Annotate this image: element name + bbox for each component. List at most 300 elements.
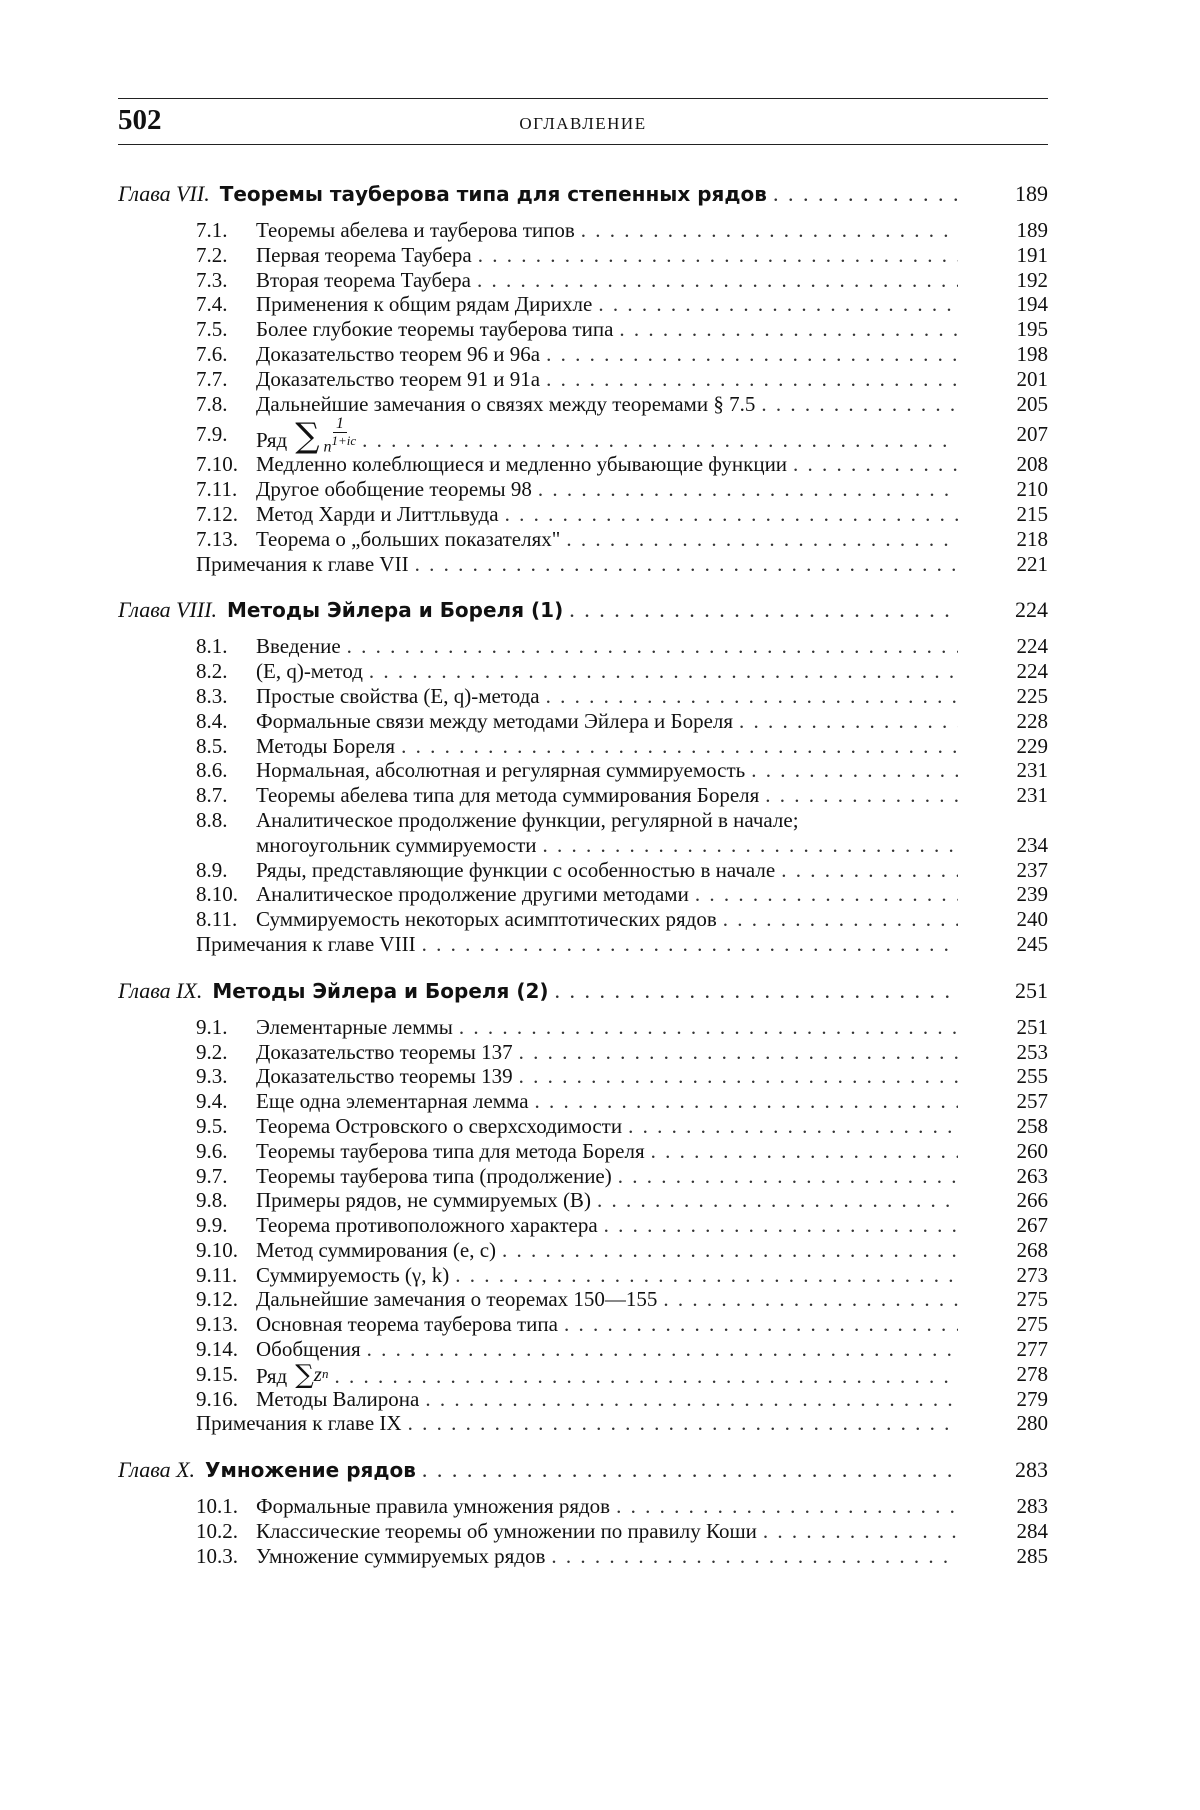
section-number: 8.5. bbox=[196, 733, 228, 758]
section-page-number: 195 bbox=[1016, 317, 1048, 342]
chapter-block bbox=[118, 180, 1048, 576]
section-page-number: 284 bbox=[1016, 1519, 1048, 1544]
section-title-area bbox=[256, 659, 958, 684]
chapter-block bbox=[118, 1456, 1048, 1568]
table-of-contents bbox=[118, 180, 1048, 1589]
chapter-page-number: 251 bbox=[1015, 977, 1048, 1003]
section-page-number: 215 bbox=[1016, 501, 1048, 526]
notes-page-number: 245 bbox=[1016, 931, 1048, 956]
chapter-label: Глава VIII. bbox=[118, 597, 218, 623]
section-title: Теорема противоположного характера bbox=[256, 1213, 598, 1238]
section-title-area bbox=[256, 907, 958, 932]
chapter-block bbox=[118, 596, 1048, 956]
chapter-title-area bbox=[118, 596, 958, 624]
section-number: 7.13. bbox=[196, 526, 238, 551]
section-page-number: 229 bbox=[1016, 733, 1048, 758]
section-page-number: 268 bbox=[1016, 1237, 1048, 1262]
section-title: Суммируемость (γ, k) bbox=[256, 1262, 450, 1287]
denominator-base: n bbox=[323, 438, 332, 456]
section-number: 9.4. bbox=[196, 1089, 228, 1114]
section-number: 9.15. bbox=[196, 1361, 238, 1386]
section-page-number: 239 bbox=[1016, 882, 1048, 907]
section-number: 7.8. bbox=[196, 391, 228, 416]
toc-entry[interactable] bbox=[118, 342, 1048, 367]
section-page-number: 240 bbox=[1016, 907, 1048, 932]
section-page-number: 201 bbox=[1016, 366, 1048, 391]
dot-leader bbox=[619, 317, 958, 342]
section-page-number: 258 bbox=[1016, 1113, 1048, 1138]
dot-leader bbox=[761, 392, 958, 417]
section-title: Ряд bbox=[256, 1363, 288, 1388]
chapter-page-number: 283 bbox=[1015, 1457, 1048, 1483]
section-title-area bbox=[256, 684, 958, 709]
section-number: 7.5. bbox=[196, 317, 228, 342]
section-title: Применения к общим рядам Дирихле bbox=[256, 292, 593, 317]
dot-leader bbox=[408, 1411, 958, 1436]
section-title: Методы Валирона bbox=[256, 1386, 420, 1411]
toc-entry[interactable] bbox=[118, 268, 1048, 293]
section-number: 9.3. bbox=[196, 1064, 228, 1089]
chapter-block bbox=[118, 977, 1048, 1437]
chapter-title: Умножение рядов bbox=[205, 1458, 416, 1483]
section-number: 7.6. bbox=[196, 341, 228, 366]
toc-entry[interactable] bbox=[118, 416, 1048, 457]
section-number: 9.8. bbox=[196, 1188, 228, 1213]
section-page-number: 218 bbox=[1016, 526, 1048, 551]
chapter-title: Методы Эйлера и Бореля (2) bbox=[212, 978, 549, 1003]
toc-entry[interactable] bbox=[118, 1188, 1048, 1213]
series-term-exponent: n bbox=[321, 1366, 329, 1382]
dot-leader bbox=[478, 243, 958, 268]
section-number: 10.3. bbox=[196, 1543, 238, 1568]
section-title: Доказательство теорем 91 и 91а bbox=[256, 366, 541, 391]
section-page-number: 285 bbox=[1016, 1543, 1048, 1568]
toc-entry[interactable] bbox=[118, 634, 1048, 659]
section-page-number: 231 bbox=[1016, 783, 1048, 808]
section-title: Обобщения bbox=[256, 1337, 361, 1362]
section-page-number: 275 bbox=[1016, 1312, 1048, 1337]
section-title: Классические теоремы об умножении по правилу Коши bbox=[256, 1519, 757, 1544]
section-number: 8.11. bbox=[196, 907, 238, 932]
dot-leader bbox=[425, 1387, 958, 1412]
notes-page-number: 221 bbox=[1016, 551, 1048, 576]
toc-entry[interactable] bbox=[118, 659, 1048, 684]
section-title-area bbox=[256, 833, 958, 858]
section-number: 9.12. bbox=[196, 1287, 238, 1312]
section-title-area bbox=[256, 342, 958, 367]
section-page-number: 260 bbox=[1016, 1138, 1048, 1163]
dot-leader bbox=[598, 292, 958, 317]
dot-leader bbox=[367, 1337, 958, 1362]
toc-entry[interactable] bbox=[118, 1519, 1048, 1544]
notes-title: Примечания к главе VII bbox=[196, 551, 409, 576]
dot-leader bbox=[415, 552, 958, 577]
dot-leader bbox=[543, 833, 958, 858]
toc-entry[interactable] bbox=[118, 317, 1048, 342]
toc-entry[interactable] bbox=[118, 1263, 1048, 1288]
section-number: 7.11. bbox=[196, 477, 238, 502]
section-title-area bbox=[256, 709, 958, 734]
section-page-number: 228 bbox=[1016, 708, 1048, 733]
section-title: Теорема Островского о сверхсходимости bbox=[256, 1113, 623, 1138]
chapter-heading[interactable] bbox=[118, 1456, 1048, 1484]
toc-entry[interactable] bbox=[118, 1139, 1048, 1164]
series-formula bbox=[295, 416, 356, 455]
toc-entry[interactable] bbox=[118, 502, 1048, 527]
section-title: Доказательство теорем 96 и 96а bbox=[256, 341, 541, 366]
dot-leader bbox=[695, 882, 958, 907]
dot-leader bbox=[569, 596, 958, 624]
dot-leader bbox=[763, 1519, 958, 1544]
toc-entry[interactable] bbox=[118, 1362, 1048, 1387]
section-number: 7.4. bbox=[196, 292, 228, 317]
section-title-area bbox=[256, 858, 958, 883]
section-title-area bbox=[256, 758, 958, 783]
section-number: 9.14. bbox=[196, 1337, 238, 1362]
chapter-label: Глава VII. bbox=[118, 181, 210, 206]
section-title-area bbox=[256, 808, 958, 833]
toc-entry[interactable] bbox=[118, 734, 1048, 759]
section-number: 7.3. bbox=[196, 267, 228, 292]
section-page-number: 277 bbox=[1016, 1337, 1048, 1362]
dot-leader bbox=[765, 783, 958, 808]
toc-entry[interactable] bbox=[118, 243, 1048, 268]
section-number: 9.11. bbox=[196, 1262, 238, 1287]
dot-leader bbox=[739, 709, 958, 734]
section-title-area bbox=[256, 1188, 958, 1213]
dot-leader bbox=[334, 1364, 958, 1389]
section-title-area bbox=[256, 1544, 958, 1569]
section-page-number: 224 bbox=[1016, 634, 1048, 659]
toc-entry[interactable] bbox=[118, 1089, 1048, 1114]
section-title: Первая теорема Таубера bbox=[256, 242, 472, 267]
dot-leader bbox=[616, 1494, 958, 1519]
toc-entry[interactable] bbox=[118, 1337, 1048, 1362]
dot-leader bbox=[793, 452, 958, 477]
section-title: Умножение суммируемых рядов bbox=[256, 1543, 546, 1568]
dot-leader bbox=[347, 634, 958, 659]
page-header bbox=[118, 96, 1048, 146]
chapter-label: Глава X. bbox=[118, 1457, 196, 1483]
section-page-number: 231 bbox=[1016, 758, 1048, 783]
section-number: 9.13. bbox=[196, 1312, 238, 1337]
section-title: Примеры рядов, не суммируемых (B) bbox=[256, 1188, 591, 1213]
toc-entry[interactable] bbox=[118, 527, 1048, 552]
page-number: 502 bbox=[118, 104, 162, 136]
toc-entry[interactable] bbox=[118, 1287, 1048, 1312]
section-title-area bbox=[256, 527, 958, 552]
dot-leader bbox=[597, 1188, 958, 1213]
toc-entry[interactable] bbox=[118, 783, 1048, 808]
chapter-heading[interactable] bbox=[118, 180, 1048, 208]
dot-leader bbox=[773, 180, 958, 208]
section-title-area bbox=[256, 1139, 958, 1164]
dot-leader bbox=[723, 907, 958, 932]
section-title: Аналитическое продолжение другими методами bbox=[256, 882, 689, 907]
section-title-area bbox=[256, 1387, 958, 1412]
section-title: Аналитическое продолжение функции, регулярной в начале; bbox=[256, 807, 799, 832]
toc-entry[interactable] bbox=[118, 1114, 1048, 1139]
section-title-area bbox=[256, 1213, 958, 1238]
dot-leader bbox=[502, 1238, 958, 1263]
section-number: 8.2. bbox=[196, 659, 228, 684]
toc-entry[interactable] bbox=[118, 1015, 1048, 1040]
dot-leader bbox=[546, 342, 958, 367]
dot-leader bbox=[505, 502, 958, 527]
section-page-number: 266 bbox=[1016, 1188, 1048, 1213]
section-title: Метод Харди и Литтльвуда bbox=[256, 501, 499, 526]
chapter-heading[interactable] bbox=[118, 977, 1048, 1005]
section-title-area bbox=[256, 1312, 958, 1337]
chapter-notes-entry[interactable] bbox=[118, 552, 1048, 577]
section-page-number: 208 bbox=[1016, 452, 1048, 477]
section-number: 9.10. bbox=[196, 1237, 238, 1262]
section-title: Элементарные леммы bbox=[256, 1014, 453, 1039]
dot-leader bbox=[781, 858, 958, 883]
section-number: 9.2. bbox=[196, 1039, 228, 1064]
section-title-area bbox=[256, 1337, 958, 1362]
section-title-area bbox=[256, 1519, 958, 1544]
section-title: (E, q)-метод bbox=[256, 659, 363, 684]
section-page-number: 189 bbox=[1016, 218, 1048, 242]
section-title-area bbox=[256, 1089, 958, 1114]
section-title: Теоремы тауберова типа (продолжение) bbox=[256, 1163, 612, 1188]
series-term-base: z bbox=[313, 1362, 322, 1387]
section-page-number: 224 bbox=[1016, 659, 1048, 684]
dot-leader bbox=[628, 1114, 958, 1139]
section-number: 10.1. bbox=[196, 1494, 238, 1519]
dot-leader bbox=[618, 1164, 958, 1189]
toc-entry[interactable] bbox=[118, 1387, 1048, 1412]
toc-entry[interactable] bbox=[118, 1213, 1048, 1238]
section-title-area bbox=[256, 1164, 958, 1189]
section-title: Основная теорема тауберова типа bbox=[256, 1312, 558, 1337]
header-bottom-rule bbox=[118, 144, 1048, 145]
toc-entry[interactable] bbox=[118, 1494, 1048, 1519]
section-title-area bbox=[256, 317, 958, 342]
section-number: 7.2. bbox=[196, 242, 228, 267]
dot-leader bbox=[401, 734, 958, 759]
toc-entry[interactable] bbox=[118, 452, 1048, 477]
section-title-area bbox=[256, 634, 958, 659]
section-title-area bbox=[256, 1494, 958, 1519]
dot-leader bbox=[564, 1312, 958, 1337]
section-number: 7.1. bbox=[196, 218, 228, 242]
section-title: Формальные связи между методами Эйлера и Бореля bbox=[256, 708, 734, 733]
section-page-number: 225 bbox=[1016, 683, 1048, 708]
toc-entry[interactable] bbox=[118, 1312, 1048, 1337]
dot-leader bbox=[369, 659, 958, 684]
section-title: Метод суммирования (e, c) bbox=[256, 1237, 497, 1262]
section-title-area bbox=[256, 367, 958, 392]
notes-title: Примечания к главе VIII bbox=[196, 931, 416, 956]
toc-entry[interactable] bbox=[118, 684, 1048, 709]
dot-leader bbox=[663, 1287, 958, 1312]
notes-page-number: 280 bbox=[1016, 1411, 1048, 1436]
section-title-continuation: многоугольник суммируемости bbox=[256, 832, 537, 857]
section-title: Введение bbox=[256, 634, 341, 659]
section-number: 7.10. bbox=[196, 452, 238, 477]
chapter-title-area bbox=[118, 180, 958, 208]
notes-title: Примечания к главе IX bbox=[196, 1411, 402, 1436]
dot-leader bbox=[459, 1015, 958, 1040]
toc-entry[interactable] bbox=[118, 1040, 1048, 1065]
dot-leader bbox=[555, 977, 958, 1005]
denominator-exponent: 1+ic bbox=[331, 433, 357, 449]
section-page-number: 210 bbox=[1016, 477, 1048, 502]
toc-entry[interactable] bbox=[118, 367, 1048, 392]
section-title-area bbox=[256, 477, 958, 502]
section-page-number: 207 bbox=[1016, 422, 1048, 447]
toc-entry[interactable] bbox=[118, 477, 1048, 502]
header-top-rule bbox=[118, 98, 1048, 99]
section-number: 7.9. bbox=[196, 422, 228, 447]
dot-leader bbox=[519, 1064, 958, 1089]
notes-title-area bbox=[196, 1411, 958, 1436]
section-title: Суммируемость некоторых асимптотических рядов bbox=[256, 907, 717, 932]
chapter-title: Теоремы тауберова типа для степенных рядов bbox=[219, 182, 767, 206]
section-title: Методы Бореля bbox=[256, 733, 396, 758]
chapter-page-number: 189 bbox=[1015, 181, 1048, 206]
section-title: Нормальная, абсолютная и регулярная суммируемость bbox=[256, 758, 746, 783]
section-title-area bbox=[256, 243, 958, 268]
toc-entry[interactable] bbox=[118, 808, 1048, 858]
section-title: Еще одна элементарная лемма bbox=[256, 1089, 529, 1114]
chapter-title-area bbox=[118, 1456, 958, 1484]
toc-entry[interactable] bbox=[118, 392, 1048, 417]
chapter-title: Методы Эйлера и Бореля (1) bbox=[227, 598, 564, 623]
dot-leader bbox=[751, 758, 958, 783]
fraction-numerator: 1 bbox=[333, 416, 347, 433]
dot-leader bbox=[581, 218, 958, 243]
section-title: Ряд bbox=[256, 428, 288, 453]
toc-entry[interactable] bbox=[118, 907, 1048, 932]
section-page-number: 253 bbox=[1016, 1039, 1048, 1064]
chapter-notes-entry[interactable] bbox=[118, 1411, 1048, 1436]
dot-leader bbox=[538, 477, 958, 502]
toc-entry[interactable] bbox=[118, 1544, 1048, 1569]
sigma-symbol: ∑ bbox=[295, 1361, 314, 1389]
section-page-number: 275 bbox=[1016, 1287, 1048, 1312]
section-title: Доказательство теоремы 139 bbox=[256, 1064, 513, 1089]
dot-leader bbox=[651, 1139, 958, 1164]
section-number: 8.6. bbox=[196, 758, 228, 783]
section-page-number: 251 bbox=[1016, 1014, 1048, 1039]
running-title: ОГЛАВЛЕНИЕ bbox=[519, 114, 647, 133]
section-page-number: 257 bbox=[1016, 1089, 1048, 1114]
dot-leader bbox=[519, 1040, 958, 1065]
section-title-area bbox=[256, 452, 958, 477]
section-number: 8.10. bbox=[196, 882, 238, 907]
section-page-number: 283 bbox=[1016, 1494, 1048, 1519]
section-number: 9.16. bbox=[196, 1386, 238, 1411]
section-number: 9.6. bbox=[196, 1138, 228, 1163]
section-number: 10.2. bbox=[196, 1519, 238, 1544]
section-number: 9.9. bbox=[196, 1213, 228, 1238]
dot-leader bbox=[422, 1456, 958, 1484]
section-page-number: 237 bbox=[1016, 857, 1048, 882]
section-page-number: 205 bbox=[1016, 391, 1048, 416]
toc-entry[interactable] bbox=[118, 858, 1048, 883]
section-title: Теоремы абелева и тауберова типов bbox=[256, 218, 575, 242]
section-title: Ряды, представляющие функции с особенностью в начале bbox=[256, 857, 776, 882]
section-title-area bbox=[256, 734, 958, 759]
section-title-area bbox=[256, 1064, 958, 1089]
notes-title-area bbox=[196, 552, 958, 577]
section-title: Доказательство теоремы 137 bbox=[256, 1039, 513, 1064]
toc-entry[interactable] bbox=[118, 1238, 1048, 1263]
section-page-number: 278 bbox=[1016, 1361, 1048, 1386]
toc-entry[interactable] bbox=[118, 218, 1048, 243]
section-title: Теоремы абелева типа для метода суммирования Бореля bbox=[256, 783, 760, 808]
section-number: 8.4. bbox=[196, 708, 228, 733]
chapter-notes-entry[interactable] bbox=[118, 932, 1048, 957]
section-title-area bbox=[256, 1287, 958, 1312]
section-title: Другое обобщение теоремы 98 bbox=[256, 477, 532, 502]
section-page-number: 198 bbox=[1016, 341, 1048, 366]
toc-entry[interactable] bbox=[118, 758, 1048, 783]
section-page-number: 273 bbox=[1016, 1262, 1048, 1287]
section-page-number: 191 bbox=[1016, 242, 1048, 267]
section-number: 8.9. bbox=[196, 857, 228, 882]
section-number: 9.1. bbox=[196, 1014, 228, 1039]
toc-entry[interactable] bbox=[118, 1164, 1048, 1189]
dot-leader bbox=[422, 932, 958, 957]
toc-entry[interactable] bbox=[118, 709, 1048, 734]
toc-entry[interactable] bbox=[118, 1064, 1048, 1089]
dot-leader bbox=[546, 367, 958, 392]
section-title: Медленно колеблющиеся и медленно убывающие функции bbox=[256, 452, 788, 477]
section-number: 8.8. bbox=[196, 807, 228, 832]
section-title: Простые свойства (E, q)-метода bbox=[256, 683, 540, 708]
section-title: Теорема о „больших показателях" bbox=[256, 526, 561, 551]
section-page-number: 194 bbox=[1016, 292, 1048, 317]
section-title-area bbox=[256, 268, 958, 293]
notes-title-area bbox=[196, 932, 958, 957]
section-title-area bbox=[256, 392, 958, 417]
section-number: 7.12. bbox=[196, 501, 238, 526]
section-page-number: 234 bbox=[1016, 832, 1048, 857]
section-title: Вторая теорема Таубера bbox=[256, 267, 472, 292]
toc-entry[interactable] bbox=[118, 882, 1048, 907]
section-title-area bbox=[256, 292, 958, 317]
section-title: Дальнейшие замечания о связях между теоремами § 7.5 bbox=[256, 391, 756, 416]
section-title-area bbox=[256, 1362, 958, 1389]
dot-leader bbox=[566, 527, 958, 552]
section-title-area bbox=[256, 1114, 958, 1139]
section-page-number: 263 bbox=[1016, 1163, 1048, 1188]
section-number: 9.7. bbox=[196, 1163, 228, 1188]
section-number: 8.1. bbox=[196, 634, 228, 659]
chapter-heading[interactable] bbox=[118, 596, 1048, 624]
section-title: Теоремы тауберова типа для метода Бореля bbox=[256, 1138, 645, 1163]
chapter-page-number: 224 bbox=[1015, 597, 1048, 623]
toc-entry[interactable] bbox=[118, 292, 1048, 317]
section-title-area bbox=[256, 1015, 958, 1040]
chapter-label: Глава IX. bbox=[118, 977, 203, 1003]
section-title: Формальные правила умножения рядов bbox=[256, 1494, 611, 1519]
section-title-area bbox=[256, 1263, 958, 1288]
chapter-title-area bbox=[118, 977, 958, 1005]
section-number: 8.7. bbox=[196, 783, 228, 808]
section-title: Дальнейшие замечания о теоремах 150—155 bbox=[256, 1287, 658, 1312]
dot-leader bbox=[604, 1213, 958, 1238]
section-number: 8.3. bbox=[196, 683, 228, 708]
section-title-area bbox=[256, 218, 958, 243]
dot-leader bbox=[551, 1544, 958, 1569]
fraction bbox=[324, 416, 357, 455]
section-title-area bbox=[256, 502, 958, 527]
